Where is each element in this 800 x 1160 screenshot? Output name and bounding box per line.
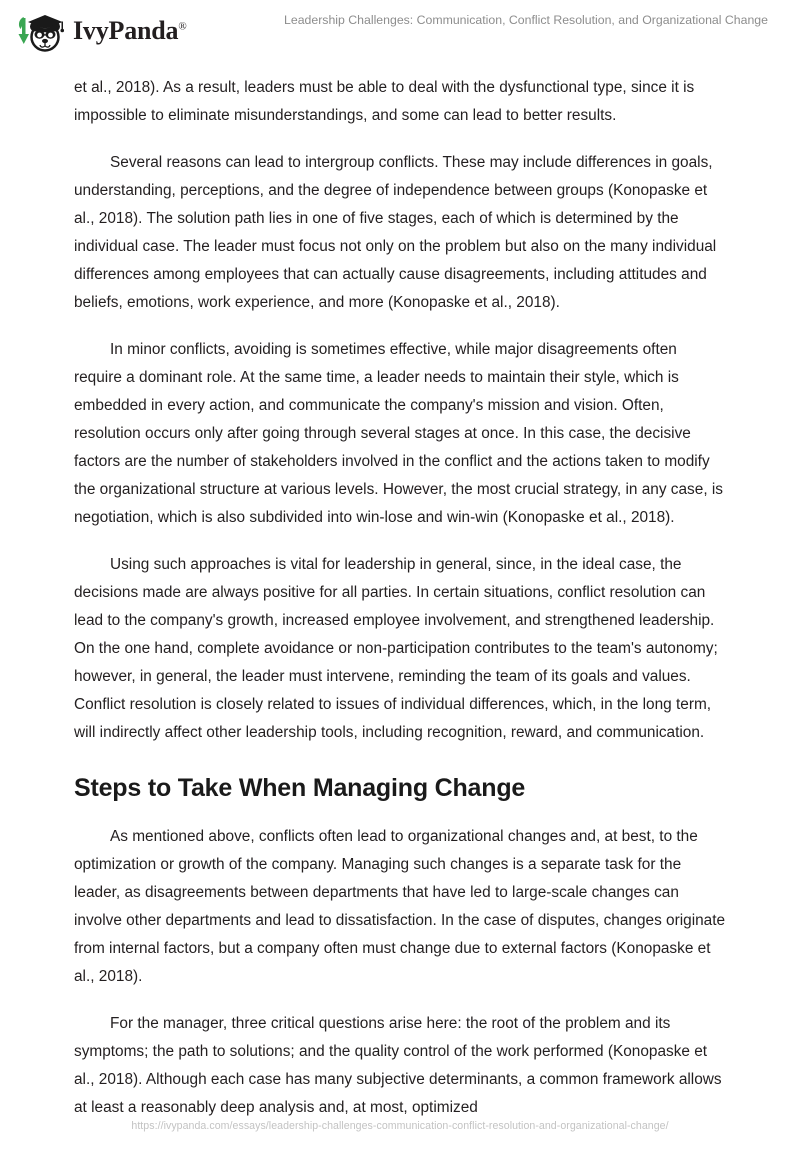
- logo-registered-mark: ®: [178, 20, 187, 33]
- paragraph: In minor conflicts, avoiding is sometimes effective, while major disagreements often require a dominant role. At the same time, a leader needs to maintain their style, which is embedded in every action, and communicate the company's mission and vision. Often, resolution occurs only after going through several stages at once. In this case, the decisive factors are the number of stakeholders involved in the conflict and the actions taken to modify the organizational structure at various levels. However, the most crucial strategy, in any case, is negotiation, which is also subdivided into win-lose and win-win (Konopaske et al., 2018).: [74, 341, 723, 526]
- paragraph: et al., 2018). As a result, leaders must be able to deal with the dysfunctional type, since it is impossible to eliminate misunderstandings, and some can lead to better results.: [74, 79, 695, 124]
- site-logo[interactable]: [16, 8, 187, 54]
- paragraph: Several reasons can lead to intergroup conflicts. These may include differences in goals, understanding, perceptions, and the degree of independence between groups (Konopaske et al., 2018). The solution path lies in one of five stages, each of which is determined by the individual case. The leader must focus not only on the problem but also on the many individual differences among employees that can actually cause disagreements, including attitudes and beliefs, emotions, work experience, and more (Konopaske et al., 2018).: [74, 154, 717, 311]
- paragraph: As mentioned above, conflicts often lead to organizational changes and, at best, to the optimization or growth of the company. Managing such changes is a separate task for the leader, as disagreements between departments that have led to large-scale changes can involve other departments and lead to dissatisfaction. In the case of disputes, changes originate from internal factors, but a company often must change due to external factors (Konopaske et al., 2018).: [74, 828, 726, 985]
- section-heading: Steps to Take When Managing Change: [74, 774, 526, 802]
- document-title: Leadership Challenges: Communication, Conflict Resolution, and Organizational Change: [284, 13, 768, 27]
- paragraph: For the manager, three critical questions arise here: the root of the problem and its symptoms; the path to solutions; and the quality control of the work performed (Konopaske et al., 2018). Although each case has many subjective determinants, a common framework allows at least a reasonably deep analysis and, at most, optimized: [74, 1015, 722, 1116]
- source-url-link[interactable]: https://ivypanda.com/essays/leadership-challenges-communication-conflict-resolution-and-organizational-change/: [131, 1120, 669, 1132]
- paragraph: Using such approaches is vital for leadership in general, since, in the ideal case, the decisions made are always positive for all parties. In certain situations, conflict resolution can lead to the company's growth, increased employee involvement, and strengthened leadership. On the one hand, complete avoidance or non-participation contributes to the team's autonomy; however, in general, the leader must intervene, reminding the team of its goals and values. Conflict resolution is closely related to issues of individual differences, which, in the long term, will indirectly affect other leadership tools, including recognition, reward, and communication.: [74, 556, 718, 741]
- logo-wordmark: [73, 18, 187, 44]
- page-header: [0, 0, 800, 62]
- page-footer: [0, 1116, 800, 1134]
- logo-text: IvyPanda: [73, 16, 179, 45]
- document-body: [74, 74, 726, 1141]
- panda-graduation-cap-logo-icon: [16, 8, 68, 54]
